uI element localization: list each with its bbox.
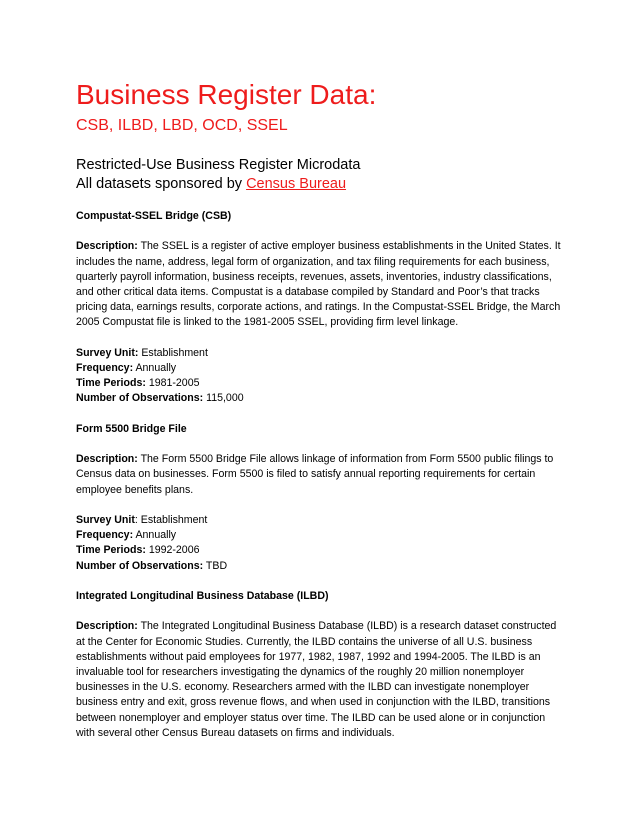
section-metadata bbox=[76, 513, 566, 574]
section-metadata bbox=[76, 346, 566, 407]
description-text: The Integrated Longitudinal Business Database (ILBD) is a research dataset constructed at the Center for Economic Studies. Currently, the ILBD contains the universe of all U.S. business establishments without paid employees for 1977, 1982, 1987, 1992 and 1994-2005. The ILBD is an invaluable tool for researchers investigating the dynamics of the roughly 20 million nonemployer businesses in the U.S. economy. Researchers armed with the ILBD can investigate nonemployer business entry and exit, gross revenue flows, and when used in conjunction with the ILBD, transitions between nonemployer and employer status over time. The ILBD can be used alone or in conjunction with several other Census Bureau datasets on firms and individuals. bbox=[76, 620, 557, 739]
observations-value: TBD bbox=[203, 559, 228, 572]
document-body bbox=[76, 209, 566, 756]
survey-unit-label: Survey Unit bbox=[76, 513, 135, 526]
observations-value: 115,000 bbox=[203, 392, 244, 405]
census-bureau-link[interactable]: Census Bureau bbox=[246, 176, 347, 192]
intro-line-sponsor bbox=[76, 175, 360, 194]
time-periods-value: 1981-2005 bbox=[145, 377, 200, 390]
description-text: The Form 5500 Bridge File allows linkage of information from Form 5500 public filings to Census data on businesses. Form 5500 is filed to satisfy annual reporting requirements for certain employee benefits plans. bbox=[76, 453, 554, 496]
observations-field bbox=[76, 391, 566, 406]
frequency-value: Annually bbox=[133, 362, 177, 374]
survey-unit-label: Survey Unit: bbox=[76, 346, 139, 359]
intro-line-restricted-use: Restricted-Use Business Register Microdata bbox=[76, 157, 361, 173]
section-description bbox=[76, 239, 566, 330]
observations-label: Number of Observations: bbox=[76, 559, 204, 572]
observations-label: Number of Observations: bbox=[76, 392, 204, 405]
time-periods-label: Time Periods: bbox=[76, 544, 146, 557]
time-periods-label: Time Periods: bbox=[76, 377, 146, 390]
section-heading: Form 5500 Bridge File bbox=[76, 422, 187, 435]
survey-unit-value: Establishment bbox=[138, 346, 208, 359]
frequency-label: Frequency: bbox=[76, 529, 134, 542]
frequency-field bbox=[76, 361, 566, 376]
survey-unit-field bbox=[76, 346, 566, 361]
survey-unit-value: Establishment bbox=[137, 513, 208, 526]
intro-block bbox=[76, 156, 360, 194]
description-text: The SSEL is a register of active employer business establishments in the United States. It includes the name, address, legal form of organization, and tax filing requirements for each business, quarterly payroll information, business receipts, revenues, assets, inventories, industry classifications, and other critical data items. Compustat is a database compiled by Standard and Poor’s that tracks pricing data, earnings results, corporate actions, and ratings. In the Compustat-SSEL Bridge, the March 2005 Compustat file is linked to the 1981-2005 SSEL, providing firm level linkage. bbox=[76, 240, 561, 329]
time-periods-field bbox=[76, 376, 566, 391]
section-ilbd bbox=[76, 589, 566, 741]
section-heading: Compustat-SSEL Bridge (CSB) bbox=[76, 210, 232, 222]
description-label: Description: bbox=[76, 240, 138, 253]
frequency-label: Frequency: bbox=[76, 362, 134, 374]
survey-unit-field bbox=[76, 513, 566, 528]
time-periods-field bbox=[76, 543, 566, 558]
section-description bbox=[76, 619, 566, 741]
page-subtitle: CSB, ILBD, LBD, OCD, SSEL bbox=[76, 117, 288, 134]
section-description bbox=[76, 452, 566, 498]
description-label: Description: bbox=[76, 620, 138, 633]
time-periods-value: 1992-2006 bbox=[145, 544, 200, 557]
sponsor-prefix: All datasets sponsored by bbox=[76, 176, 247, 192]
section-heading: Integrated Longitudinal Business Database (ILBD) bbox=[76, 589, 329, 602]
section-form-5500 bbox=[76, 422, 566, 574]
frequency-field bbox=[76, 528, 566, 543]
observations-field bbox=[76, 559, 566, 574]
frequency-value: Annually bbox=[133, 529, 177, 542]
section-csb bbox=[76, 209, 566, 407]
page-title: Business Register Data: bbox=[76, 79, 377, 110]
survey-unit-colon: : bbox=[134, 513, 138, 526]
description-label: Description: bbox=[76, 453, 138, 466]
